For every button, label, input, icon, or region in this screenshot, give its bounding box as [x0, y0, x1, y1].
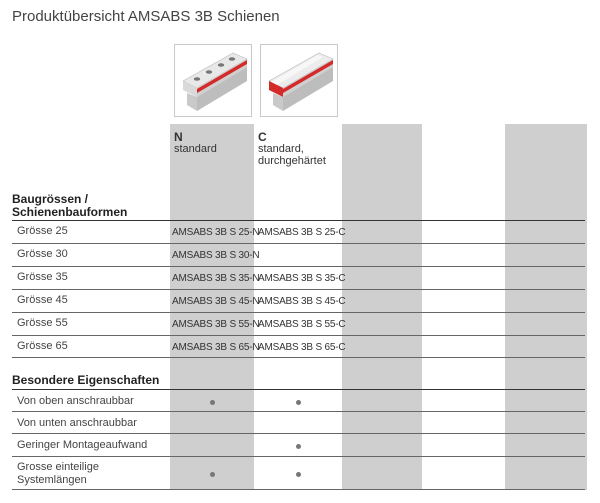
row-divider [12, 335, 585, 336]
column-c-desc-line1: standard, [258, 143, 304, 155]
row-divider [12, 312, 585, 313]
feature-dot-c-3 [296, 472, 301, 477]
row-divider [12, 411, 585, 412]
column-c-code: C [258, 130, 267, 144]
row-divider [12, 289, 585, 290]
page-title: Produktübersicht AMSABS 3B Schienen [12, 8, 280, 25]
section-divider [12, 389, 585, 390]
feature-dot-n-3 [210, 472, 215, 477]
column-n-bg [170, 124, 254, 490]
feature-dot-c-0 [296, 400, 301, 405]
column-empty-1-bg [342, 124, 422, 490]
row-divider [12, 243, 585, 244]
column-c-desc-line2: durchgehärtet [258, 155, 326, 167]
column-n-code: N [174, 130, 183, 144]
section-divider [12, 220, 585, 221]
row-divider [12, 357, 585, 358]
row-divider [12, 489, 585, 490]
rail-c-image [260, 44, 338, 117]
column-empty-2-bg [505, 124, 587, 490]
section-features-heading: Besondere Eigenschaften [12, 373, 160, 387]
column-c-header [258, 131, 326, 167]
row-divider [12, 433, 585, 434]
column-n-header [174, 131, 217, 155]
rail-n-image [174, 44, 252, 117]
column-n-desc: standard [174, 143, 217, 155]
row-divider [12, 456, 585, 457]
feature-dot-c-2 [296, 444, 301, 449]
feature-dot-n-0 [210, 400, 215, 405]
section-sizes-heading: Baugrössen / Schienenbauformen [12, 192, 128, 219]
row-divider [12, 266, 585, 267]
